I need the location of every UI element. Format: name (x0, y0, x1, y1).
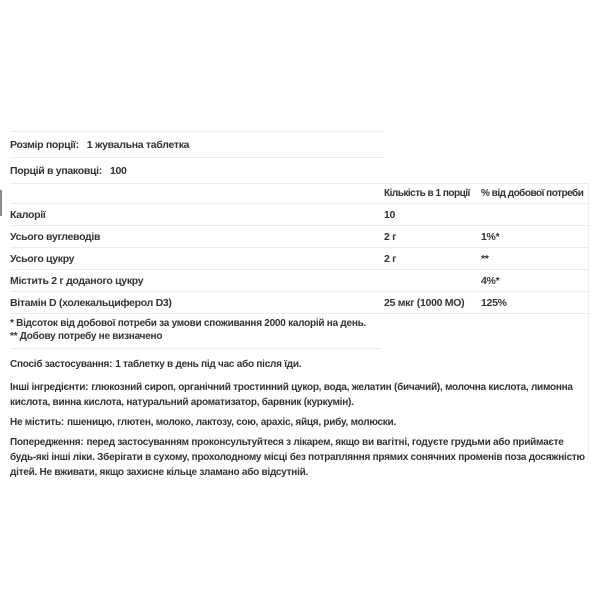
table-row-vitamin-d (10, 292, 588, 314)
warnings-paragraph (10, 435, 588, 480)
directions-paragraph (10, 357, 588, 372)
nutrition-table (10, 183, 588, 314)
servings-per-container-value: 100 (109, 164, 127, 177)
column-header-amount: Кількість в 1 порції (384, 188, 470, 199)
scrollbar-thumb[interactable] (0, 190, 2, 216)
footnotes (10, 317, 384, 343)
nutrient-name: Вітамін D (холекальциферол D3) (10, 296, 172, 309)
nutrient-amount: 25 мкг (1000 МО) (384, 296, 465, 309)
other-ingredients-text: глюкозний сироп, органічний тростинний цукор, вода, желатин (бичачий), молочна кислота, лимонна кислота, винна кислота, натуральний ароматизатор, барвник (куркумін). (10, 382, 573, 408)
facts-content (10, 131, 588, 480)
does-not-contain-label: Не містить: (10, 417, 64, 428)
servings-per-container-label: Порцій в упаковці: (10, 164, 102, 177)
does-not-contain-paragraph (10, 415, 588, 430)
table-header-row (10, 184, 588, 204)
nutrient-name: Містить 2 г доданого цукру (10, 274, 144, 287)
column-header-dv: % від добової потреби (481, 188, 584, 199)
nutrient-amount: 2 г (384, 252, 397, 265)
serving-size-row (10, 132, 384, 158)
serving-size-value: 1 жувальна таблетка (86, 138, 190, 151)
does-not-contain-text: пшеницю, глютен, молоко, лактозу, сою, арахіс, яйця, рибу, молюски. (66, 417, 396, 428)
table-row-added-sugars (10, 270, 588, 292)
nutrient-amount: 2 г (384, 230, 397, 243)
right-edge-divider (588, 182, 589, 460)
warnings-label: Попередження: (10, 437, 84, 448)
nutrient-name: Усього цукру (10, 252, 75, 265)
nutrient-amount: 10 (384, 208, 396, 221)
footnote-not-established: ** Добову потребу не визначено (10, 331, 163, 342)
servings-per-container-row (10, 158, 384, 183)
nutrient-name: Усього вуглеводів (10, 230, 101, 243)
nutrient-dv: 125% (481, 296, 507, 309)
footnote-daily-value: * Відсоток від добової потреби за умови споживання 2000 калорій на день. (10, 318, 367, 329)
warnings-text: перед застосуванням проконсультуйтеся з лікарем, якщо ви вагітні, годуєте грудьми або приймаєте будь-які інші ліки. Зберігати в сухому, прохолодному місці без потрапляння прямих сонячних променів поза досяжністю дітей. Не вживати, якщо захисне кільце зламано або відсутній. (10, 437, 585, 478)
serving-size-label: Розмір порції: (10, 138, 79, 151)
nutrient-dv: 4%* (481, 274, 500, 287)
nutrient-dv: ** (481, 252, 489, 265)
table-row-total-sugars (10, 248, 588, 270)
serving-info (10, 131, 384, 183)
table-row-total-carbs (10, 226, 588, 248)
other-ingredients-paragraph (10, 380, 588, 410)
directions-label: Спосіб застосування: (10, 359, 113, 370)
section-divider (10, 348, 382, 349)
table-row-calories (10, 204, 588, 226)
nutrient-name: Калорії (10, 208, 46, 221)
nutrient-dv: 1%* (481, 230, 500, 243)
other-ingredients-label: Інші інгредієнти: (10, 382, 89, 393)
directions-text: 1 таблетку в день під час або після їди. (115, 359, 302, 370)
